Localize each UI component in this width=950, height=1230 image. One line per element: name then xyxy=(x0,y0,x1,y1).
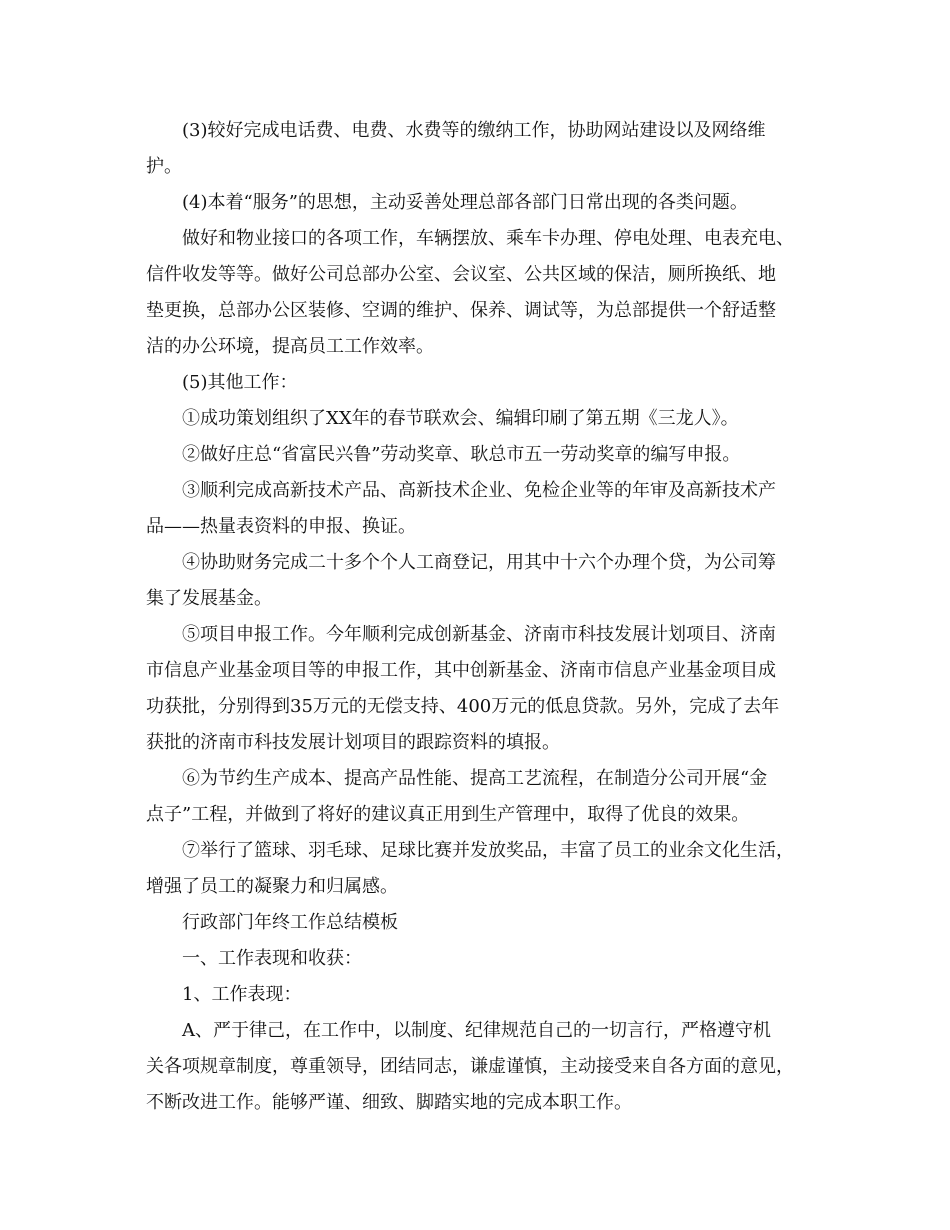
text-line: 获批的济南市科技发展计划项目的跟踪资料的填报。 xyxy=(146,732,560,753)
paragraph xyxy=(146,617,818,761)
paragraph xyxy=(146,833,818,905)
text-line: 垫更换，总部办公区装修、空调的维护、保养、调试等，为总部提供一个舒适整 xyxy=(146,300,776,321)
text-line: 点子”工程，并做到了将好的建议真正用到生产管理中，取得了优良的效果。 xyxy=(146,804,750,825)
text-line: 洁的办公环境，提高员工工作效率。 xyxy=(146,336,434,357)
paragraph xyxy=(146,1013,818,1121)
paragraph xyxy=(146,113,818,185)
text-line: (3)较好完成电话费、电费、水费等的缴纳工作，协助网站建设以及网络维 xyxy=(182,120,766,141)
paragraph xyxy=(146,365,818,401)
text-line: 功获批，分别得到35万元的无偿支持、400万元的低息贷款。另外，完成了去年 xyxy=(146,696,780,717)
paragraph xyxy=(146,437,818,473)
paragraph xyxy=(146,185,818,221)
text-line: 市信息产业基金项目等的申报工作，其中创新基金、济南市信息产业基金项目成 xyxy=(146,660,776,681)
paragraph xyxy=(146,473,818,545)
paragraph xyxy=(146,761,818,833)
paragraph xyxy=(146,401,818,437)
paragraph xyxy=(146,545,818,617)
text-line: ③顺利完成高新技术产品、高新技术企业、免检企业等的年审及高新技术产 xyxy=(182,480,776,501)
text-line: 信件收发等等。做好公司总部办公室、会议室、公共区域的保洁，厕所换纸、地 xyxy=(146,264,776,285)
text-line: ⑥为节约生产成本、提高产品性能、提高工艺流程，在制造分公司开展“金 xyxy=(182,768,768,789)
text-line: ②做好庄总“省富民兴鲁”劳动奖章、耿总市五一劳动奖章的编写申报。 xyxy=(182,444,741,465)
text-line: 护。 xyxy=(146,156,182,177)
text-line: A、严于律己，在工作中，以制度、纪律规范自己的一切言行，严格遵守机 xyxy=(182,1020,771,1041)
text-line: 一、工作表现和收获： xyxy=(182,948,362,969)
text-line: 行政部门年终工作总结模板 xyxy=(182,912,398,933)
text-line: 做好和物业接口的各项工作，车辆摆放、乘车卡办理、停电处理、电表充电、 xyxy=(182,228,794,249)
text-line: 关各项规章制度，尊重领导，团结同志，谦虚谨慎，主动接受来自各方面的意见， xyxy=(146,1056,794,1077)
text-line: ⑦举行了篮球、羽毛球、足球比赛并发放奖品，丰富了员工的业余文化生活， xyxy=(182,840,794,861)
text-line: 品——热量表资料的申报、换证。 xyxy=(146,516,416,537)
text-line: 集了发展基金。 xyxy=(146,588,272,609)
section-heading xyxy=(146,941,818,977)
paragraph xyxy=(146,221,818,365)
section-title xyxy=(146,905,818,941)
text-line: 1、工作表现： xyxy=(182,984,302,1005)
text-line: ⑤项目申报工作。今年顺利完成创新基金、济南市科技发展计划项目、济南 xyxy=(182,624,776,645)
text-line: (4)本着“服务”的思想，主动妥善处理总部各部门日常出现的各类问题。 xyxy=(182,192,748,213)
text-line: ①成功策划组织了XX年的春节联欢会、编辑印刷了第五期《三龙人》。 xyxy=(182,408,739,429)
text-line: ④协助财务完成二十多个个人工商登记，用其中十六个办理个贷，为公司筹 xyxy=(182,552,776,573)
document-page xyxy=(146,113,818,1121)
text-line: (5)其他工作： xyxy=(182,372,298,393)
text-line: 增强了员工的凝聚力和归属感。 xyxy=(146,876,398,897)
subsection-heading xyxy=(146,977,818,1013)
text-line: 不断改进工作。能够严谨、细致、脚踏实地的完成本职工作。 xyxy=(146,1092,632,1113)
